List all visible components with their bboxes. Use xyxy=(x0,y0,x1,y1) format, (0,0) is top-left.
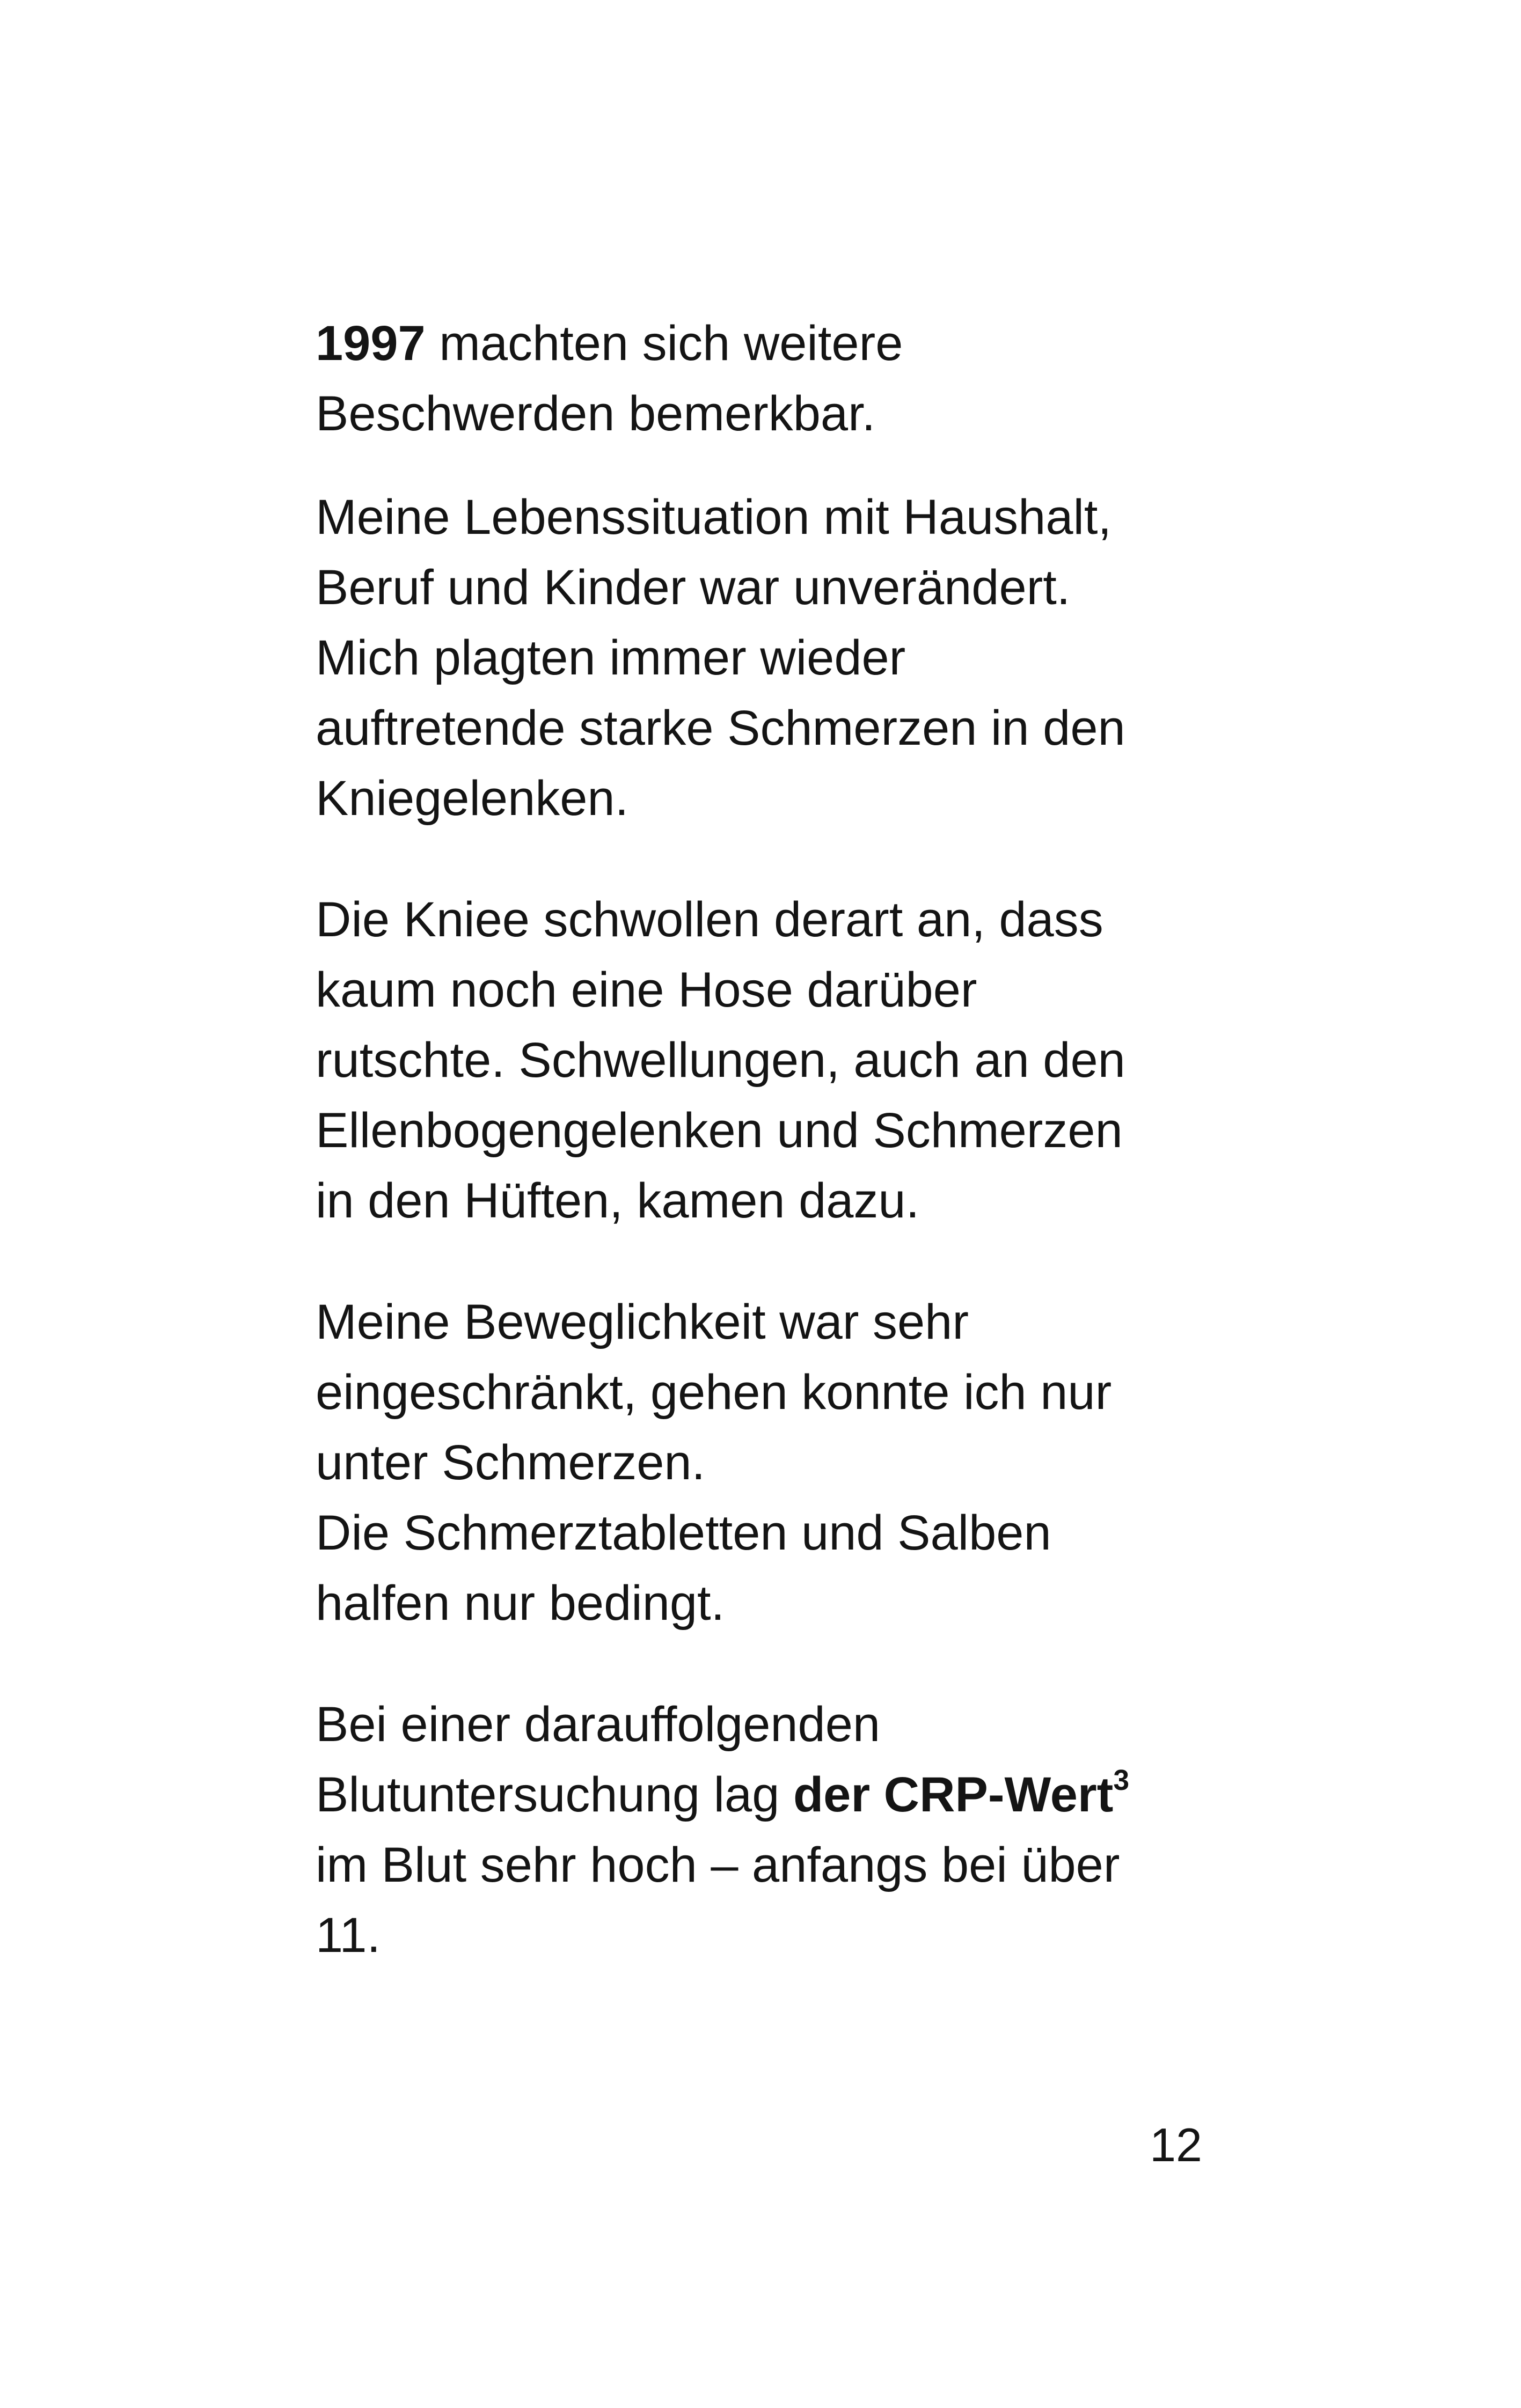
text-line: Bei einer darauffolgenden xyxy=(316,1697,881,1752)
text-line: Ellenbogengelenken und Schmerzen xyxy=(316,1103,1123,1158)
footnote-marker[interactable]: 3 xyxy=(1113,1764,1130,1796)
paragraph-life-situation xyxy=(316,482,1217,834)
text-line: Mich plagten immer wieder xyxy=(316,630,906,685)
text-line: Beruf und Kinder war unverändert. xyxy=(316,560,1071,615)
text-line: Meine Beweglichkeit war sehr xyxy=(316,1295,969,1349)
text-line: eingeschränkt, gehen konnte ich nur xyxy=(316,1365,1112,1420)
paragraph-mobility xyxy=(316,1287,1217,1639)
crp-term: der CRP-Wert xyxy=(793,1767,1114,1822)
text-line: Blutuntersuchung lag der CRP-Wert$^3$ xyxy=(316,1764,1130,1822)
year-highlight: 1997 xyxy=(316,316,426,371)
paragraph-1997 xyxy=(316,309,1217,449)
text-line: Meine Lebenssituation mit Haushalt, xyxy=(316,490,1112,545)
text-line: unter Schmerzen. xyxy=(316,1435,706,1490)
text-line: 11. xyxy=(316,1908,381,1963)
paragraph-blood-test xyxy=(316,1690,1217,1971)
body-text xyxy=(316,309,1217,1971)
text-line: Kniegelenken. xyxy=(316,771,629,826)
paragraph-swelling xyxy=(316,885,1217,1236)
text-line: Die Schmerztabletten und Salben xyxy=(316,1506,1051,1560)
text-line: Beschwerden bemerkbar. xyxy=(316,386,876,441)
text-line: kaum noch eine Hose darüber xyxy=(316,963,977,1017)
text-line: auftretende starke Schmerzen in den xyxy=(316,701,1125,755)
text-line: in den Hüften, kamen dazu. xyxy=(316,1173,920,1228)
text-line: rutschte. Schwellungen, auch an den xyxy=(316,1033,1125,1088)
text-line: Die Kniee schwollen derart an, dass xyxy=(316,892,1103,947)
text-line: im Blut sehr hoch – anfangs bei über xyxy=(316,1838,1120,1892)
text-line: 1997 machten sich weitere xyxy=(316,316,903,371)
page-number: 12 xyxy=(1150,2118,1202,2171)
text-line: halfen nur bedingt. xyxy=(316,1576,725,1631)
